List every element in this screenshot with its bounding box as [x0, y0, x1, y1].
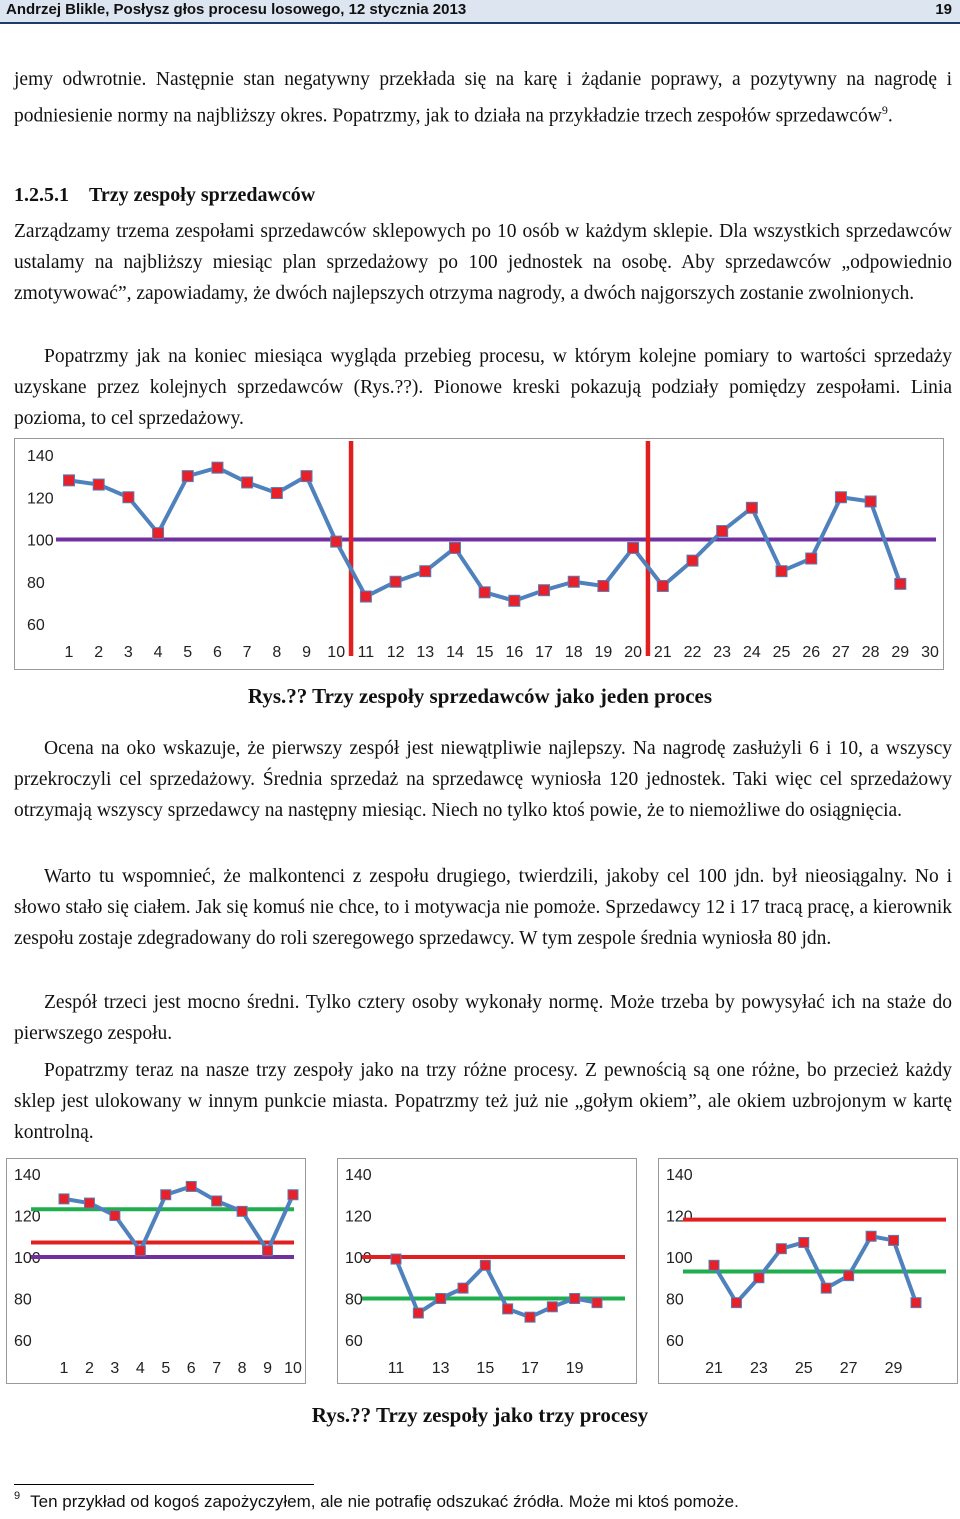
chart2-data-point [110, 1211, 120, 1221]
paragraph-team-three: Zespół trzeci jest mocno średni. Tylko cztery osoby wykonały normę. Może trzeba by powysyłać ich na staże do pierwszego zespołu. [14, 992, 952, 1044]
paragraph-control-chart: Popatrzmy teraz na nasze trzy zespoły jako na trzy różne procesy. Z pewnością są one różne, bo przecież każdy sklep jest ulokowany w innym punkcie miasta. Popatrzmy też już nie „gołym okiem”, ale okiem uzbrojonym w kartę kontrolną. [14, 1060, 952, 1143]
chart4-data-point [911, 1298, 921, 1308]
chart4-data-point [754, 1273, 764, 1283]
figure-caption-2: Rys.?? Trzy zespoły jako trzy procesy [311, 1403, 649, 1427]
paragraph-team-one: Ocena na oko wskazuje, że pierwszy zespół jest niewątpliwie najlepszy. Na nagrodę zasłużyli 6 i 10, a wszyscy przekroczyli cel sprzedażowy. Średnia sprzedaż na sprzedawcę wyniosła 120 jednostek. Taki więc cel sprzedażowy otrzymają wszyscy sprzedawcy na następny miesiąc. Niech no tylko ktoś powie, że to niemożliwe do osiągnięcia. [14, 738, 952, 821]
chart-team-3 [658, 1158, 958, 1384]
intro-text: jemy odwrotnie. Następnie stan negatywny przekłada się na karę i żądanie poprawy, a pozytywny na nagrodę i podniesienie normy na najbliższy okres. Popatrzmy, jak to działa na przykładzie trzech zespołów sprzedawców [14, 69, 952, 127]
chart1-data-point [242, 477, 253, 488]
chart1-x-tick-label: 17 [535, 644, 553, 661]
chart1-data-point [628, 542, 639, 553]
chart2-y-tick-label: 140 [14, 1167, 41, 1184]
chart4-data-point [844, 1271, 854, 1281]
chart2-x-tick-label: 7 [212, 1360, 222, 1377]
chart2-y-tick-label: 120 [14, 1208, 41, 1226]
chart1-x-tick-label: 5 [183, 644, 193, 661]
chart3-y-tick-label: 140 [345, 1167, 372, 1184]
chart-one-process [14, 438, 944, 670]
chart3-y-tick-label: 120 [345, 1208, 372, 1226]
chart1-x-tick-label: 2 [94, 644, 104, 661]
chart2-x-tick-label: 3 [110, 1360, 120, 1377]
chart2-data-point [84, 1198, 94, 1208]
chart2-y-tick-label: 80 [14, 1291, 32, 1309]
chart2-x-tick-label: 6 [186, 1360, 196, 1377]
chart3-y-tick-label: 60 [345, 1333, 363, 1350]
footnote [14, 1490, 739, 1512]
chart1-data-point [271, 488, 282, 499]
chart4-data-point [799, 1237, 809, 1247]
chart1-x-tick-label: 4 [153, 644, 163, 661]
chart2-data-point [59, 1194, 69, 1204]
chart2-x-tick-label: 1 [59, 1360, 69, 1377]
chart4-data-point [821, 1283, 831, 1293]
header-title: Andrzej Blikle, Posłysz głos procesu losowego, 12 stycznia 2013 [6, 1, 467, 18]
chart2-x-tick-label: 4 [135, 1360, 145, 1377]
chart1-data-point [776, 566, 787, 577]
chart2-y-tick-label: 100 [14, 1250, 41, 1267]
chart1-data-point [717, 526, 728, 537]
chart1-x-tick-label: 21 [653, 644, 672, 661]
chart1-x-tick-label: 29 [891, 644, 910, 661]
chart2-x-tick-label: 2 [84, 1360, 94, 1377]
chart3-data-point [436, 1294, 446, 1304]
chart1-x-tick-label: 24 [742, 644, 761, 661]
chart1-data-point [93, 479, 104, 490]
chart1-x-tick-label: 25 [772, 644, 791, 661]
chart1-x-tick-label: 18 [564, 644, 583, 661]
chart4-y-tick-label: 140 [666, 1167, 693, 1184]
chart-team-1 [6, 1158, 306, 1384]
chart1-y-tick-label: 80 [27, 574, 45, 592]
chart3-data-point [480, 1260, 490, 1270]
chart1-data-point [301, 471, 312, 482]
chart1-x-tick-label: 3 [123, 644, 133, 661]
chart1-data-point [509, 595, 520, 606]
chart-team-2 [337, 1158, 637, 1384]
chart1-data-point [212, 462, 223, 473]
chart1-x-tick-label: 8 [272, 644, 282, 661]
chart3-data-point [525, 1312, 535, 1322]
chart1-data-point [806, 553, 817, 564]
chart3-x-tick-label: 11 [387, 1360, 405, 1377]
chart1-x-tick-label: 9 [302, 644, 311, 661]
chart1-data-point [182, 471, 193, 482]
chart1-x-tick-label: 13 [416, 644, 435, 661]
chart3-svg [337, 1158, 637, 1384]
chart1-y-tick-label: 140 [27, 448, 54, 465]
chart1-svg [14, 438, 944, 670]
chart1-x-tick-label: 26 [802, 644, 821, 661]
chart2-x-tick-label: 10 [284, 1360, 302, 1377]
chart2-x-tick-label: 5 [161, 1360, 171, 1377]
chart1-frame [15, 439, 944, 670]
chart1-y-tick-label: 100 [27, 532, 54, 550]
chart1-x-tick-label: 23 [713, 644, 732, 661]
chart1-x-tick-label: 12 [386, 644, 405, 661]
figure-caption-1: Rys.?? Trzy zespoły sprzedawców jako jeden proces [247, 684, 713, 708]
chart3-y-tick-label: 100 [345, 1250, 372, 1267]
chart3-x-tick-label: 15 [476, 1360, 495, 1377]
footnote-reference[interactable]: 9 [881, 103, 888, 117]
chart3-data-point [592, 1298, 602, 1308]
chart2-data-point [237, 1206, 247, 1216]
chart4-y-tick-label: 100 [666, 1250, 693, 1267]
chart1-x-tick-label: 15 [475, 644, 494, 661]
chart1-data-point [598, 580, 609, 591]
chart3-y-tick-label: 80 [345, 1291, 363, 1309]
chart1-data-point [746, 502, 757, 513]
chart4-data-point [866, 1231, 876, 1241]
footnote-text: Ten przykład od kogoś zapożyczyłem, ale nie potrafię odszukać źródła. Może mi ktoś pomoże. [30, 1492, 739, 1511]
chart4-y-tick-label: 60 [666, 1333, 684, 1350]
chart4-y-tick-label: 80 [666, 1291, 684, 1309]
chart3-data-point [413, 1308, 423, 1318]
chart4-data-point [731, 1298, 741, 1308]
section-title: Trzy zespoły sprzedawców [89, 184, 316, 206]
chart2-data-point [161, 1190, 171, 1200]
chart2-y-tick-label: 60 [14, 1333, 32, 1350]
chart1-x-tick-label: 27 [832, 644, 850, 661]
paragraph-team-two: Warto tu wspomnieć, że malkontenci z zespołu drugiego, twierdzili, jakoby cel 100 jdn. był nieosiągalny. No i słowo stało się ciałem. Jak się komuś nie chce, to i motywacja nie pomoże. Sprzedawcy 12 i 17 tracą pracę, a kierownik zespołu zostaje zdegradowany do roli szeregowego sprzedawcy. W tym zespole średnia wyniosła 80 jdn. [14, 866, 952, 949]
chart1-x-tick-label: 20 [624, 644, 643, 661]
chart3-data-point [547, 1302, 557, 1312]
running-header [0, 0, 960, 24]
footnote-separator [14, 1484, 314, 1485]
chart4-data-point [889, 1235, 899, 1245]
chart4-svg [658, 1158, 958, 1384]
chart1-x-tick-label: 16 [505, 644, 524, 661]
chart4-x-tick-label: 21 [705, 1360, 723, 1377]
intro-paragraph [14, 64, 952, 132]
chart2-frame [7, 1159, 306, 1384]
chart1-data-point [153, 528, 164, 539]
section-number: 1.2.5.1 [14, 184, 69, 206]
footnote-number: 9 [14, 1490, 21, 1502]
chart1-x-tick-label: 6 [212, 644, 222, 661]
chart3-data-point [570, 1294, 580, 1304]
chart1-data-point [420, 566, 431, 577]
intro-end: . [887, 105, 893, 127]
chart1-x-tick-label: 30 [921, 644, 939, 661]
chart1-data-point [331, 536, 342, 547]
paragraph-process-view: Popatrzmy jak na koniec miesiąca wygląda przebieg procesu, w którym kolejne pomiary to wartości sprzedaży uzyskane przez kolejnych sprzedawców (Rys.??). Pionowe kreski pokazują podziały pomiędzy zespołami. Linia pozioma, to cel sprzedażowy. [14, 346, 952, 429]
chart4-data-point [776, 1244, 786, 1254]
chart1-data-point [657, 580, 668, 591]
chart1-y-tick-label: 60 [27, 617, 45, 634]
section-heading [14, 184, 315, 207]
chart1-data-point [687, 555, 698, 566]
chart2-data-point [212, 1196, 222, 1206]
chart1-data-point [123, 492, 134, 503]
chart1-data-point [360, 591, 371, 602]
chart1-x-tick-label: 7 [242, 644, 252, 661]
chart3-x-tick-label: 17 [521, 1360, 539, 1377]
chart3-data-point [391, 1254, 401, 1264]
chart4-y-tick-label: 120 [666, 1208, 693, 1226]
chart2-x-tick-label: 9 [263, 1360, 273, 1377]
chart1-data-point [390, 576, 401, 587]
chart1-data-point [895, 578, 906, 589]
chart1-data-point [865, 496, 876, 507]
chart1-x-tick-label: 28 [861, 644, 880, 661]
chart4-data-point [709, 1260, 719, 1270]
chart2-svg [6, 1158, 306, 1384]
chart1-x-tick-label: 19 [594, 644, 613, 661]
chart4-x-tick-label: 23 [749, 1360, 768, 1377]
paragraph-teams-setup: Zarządzamy trzema zespołami sprzedawców sklepowych po 10 osób w każdym sklepie. Dla wszystkich sprzedawców ustalamy na najbliższy miesiąc plan sprzedażowy po 100 jednostek na osobę. Aby sprzedawców „odpowiednio zmotywować”, zapowiadamy, że dwóch najlepszych otrzyma nagrody, a dwóch najgorszych zostanie zwolnionych. [14, 221, 952, 304]
chart2-x-tick-label: 8 [237, 1360, 247, 1377]
chart3-data-point [503, 1304, 513, 1314]
chart4-x-tick-label: 25 [794, 1360, 813, 1377]
chart1-x-tick-label: 14 [446, 644, 464, 661]
chart2-data-point [288, 1190, 298, 1200]
chart4-x-tick-label: 27 [839, 1360, 858, 1377]
chart1-x-tick-label: 10 [327, 644, 346, 661]
chart2-data-point [186, 1181, 196, 1191]
page-number: 19 [935, 1, 952, 18]
chart1-x-tick-label: 22 [683, 644, 702, 661]
chart1-data-point [449, 542, 460, 553]
chart1-data-point [568, 576, 579, 587]
chart2-data-point [263, 1246, 273, 1256]
chart1-y-tick-label: 120 [27, 490, 54, 508]
chart3-x-tick-label: 19 [565, 1360, 584, 1377]
chart1-x-tick-label: 11 [357, 644, 375, 661]
chart1-x-tick-label: 1 [64, 644, 74, 661]
chart3-data-point [458, 1283, 468, 1293]
chart1-data-point [539, 585, 550, 596]
chart1-data-point [64, 475, 75, 486]
chart1-data-point [835, 492, 846, 503]
chart2-data-point [135, 1246, 145, 1256]
chart4-x-tick-label: 29 [884, 1360, 903, 1377]
chart3-x-tick-label: 13 [431, 1360, 450, 1377]
chart1-data-point [479, 587, 490, 598]
